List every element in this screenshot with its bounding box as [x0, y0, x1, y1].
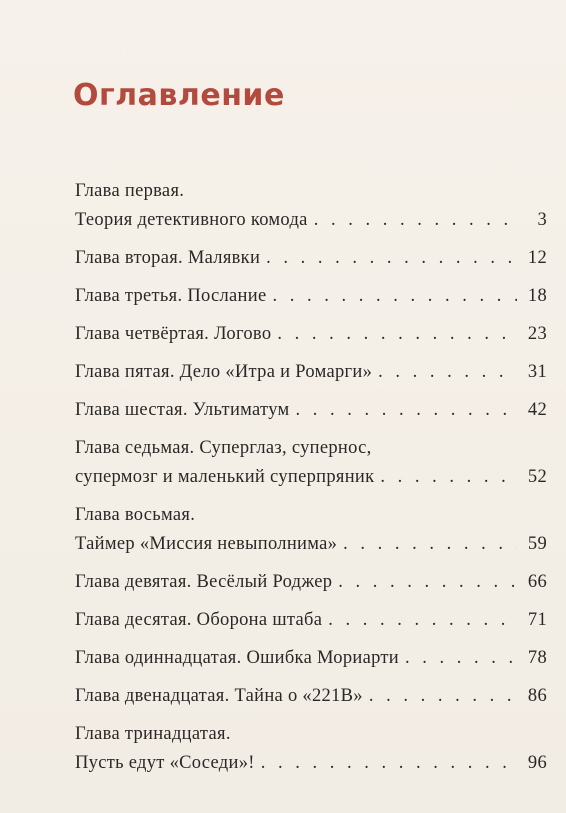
- dot-leader: [296, 396, 517, 425]
- toc-page-number: 66: [527, 572, 547, 592]
- toc-entry-heading: [75, 720, 547, 749]
- dot-leader: [266, 244, 517, 273]
- toc-page-number: 18: [527, 286, 547, 306]
- toc-entry-title-line1: Глава седьмая. Суперглаз, супернос,: [75, 438, 372, 458]
- toc-entry[interactable]: [75, 358, 547, 387]
- toc-entry[interactable]: [75, 434, 547, 492]
- toc-entry[interactable]: [75, 177, 547, 235]
- toc-entry-title: Пусть едут «Соседи»!: [75, 753, 255, 773]
- dot-leader: [272, 282, 517, 311]
- toc-entry[interactable]: [75, 320, 547, 349]
- toc-entry-line: [75, 320, 547, 349]
- toc-entry-title: Глава третья. Послание: [75, 286, 267, 306]
- dot-leader: [338, 568, 517, 597]
- toc-page-number: 86: [527, 686, 547, 706]
- toc-entry-line: [75, 530, 547, 559]
- toc-entry-title: Таймер «Миссия невыполнима»: [75, 534, 338, 554]
- toc-page-number: 52: [527, 467, 547, 487]
- dot-leader: [405, 644, 517, 673]
- dot-leader: [261, 749, 517, 778]
- toc-entry-heading: [75, 501, 547, 530]
- table-of-contents: [75, 177, 547, 787]
- toc-page-number: 96: [527, 753, 547, 773]
- toc-entry-line: [75, 644, 547, 673]
- toc-entry-title: Глава одиннадцатая. Ошибка Мориарти: [75, 648, 399, 668]
- toc-entry-title-line1: Глава восьмая.: [75, 505, 196, 525]
- toc-entry-line: [75, 606, 547, 635]
- dot-leader: [369, 682, 517, 711]
- toc-entry-title: Глава шестая. Ультиматум: [75, 400, 290, 420]
- toc-entry-title: Глава четвёртая. Логово: [75, 324, 272, 344]
- toc-page-number: 42: [527, 400, 547, 420]
- toc-entry-title: супермозг и маленький суперпряник: [75, 467, 375, 487]
- toc-entry-title-line1: Глава тринадцатая.: [75, 724, 231, 744]
- dot-leader: [277, 320, 517, 349]
- toc-entry-line: [75, 749, 547, 778]
- toc-entry-title: Глава вторая. Малявки: [75, 248, 261, 268]
- toc-entry[interactable]: [75, 501, 547, 559]
- toc-page-number: 31: [527, 362, 547, 382]
- toc-entry-heading: [75, 177, 547, 206]
- dot-leader: [314, 206, 517, 235]
- toc-entry-heading: [75, 434, 547, 463]
- dot-leader: [328, 606, 517, 635]
- toc-entry[interactable]: [75, 720, 547, 778]
- toc-entry-title-line1: Глава первая.: [75, 181, 185, 201]
- toc-entry[interactable]: [75, 682, 547, 711]
- toc-entry-title: Глава десятая. Оборона штаба: [75, 610, 323, 630]
- toc-entry-line: [75, 282, 547, 311]
- toc-page-number: 71: [527, 610, 547, 630]
- toc-page-number: 12: [527, 248, 547, 268]
- toc-entry-line: [75, 206, 547, 235]
- toc-entry-line: [75, 396, 547, 425]
- toc-page-number: 59: [527, 534, 547, 554]
- toc-entry-line: [75, 244, 547, 273]
- toc-entry[interactable]: [75, 396, 547, 425]
- dot-leader: [343, 530, 517, 559]
- dot-leader: [378, 358, 517, 387]
- toc-entry-line: [75, 682, 547, 711]
- dot-leader: [380, 463, 517, 492]
- toc-page-number: 23: [527, 324, 547, 344]
- toc-entry[interactable]: [75, 644, 547, 673]
- toc-entry[interactable]: [75, 568, 547, 597]
- toc-entry-title: Теория детективного комода: [75, 210, 308, 230]
- toc-entry[interactable]: [75, 606, 547, 635]
- toc-entry-line: [75, 463, 547, 492]
- toc-page-number: 78: [527, 648, 547, 668]
- toc-page-number: 3: [537, 210, 547, 230]
- toc-entry-title: Глава девятая. Весёлый Роджер: [75, 572, 333, 592]
- toc-entry[interactable]: [75, 282, 547, 311]
- toc-entry[interactable]: [75, 244, 547, 273]
- toc-entry-title: Глава двенадцатая. Тайна о «221В»: [75, 686, 363, 706]
- toc-entry-title: Глава пятая. Дело «Итра и Ромарги»: [75, 362, 373, 382]
- toc-entry-line: [75, 358, 547, 387]
- toc-entry-line: [75, 568, 547, 597]
- page-title: Оглавление: [73, 78, 285, 113]
